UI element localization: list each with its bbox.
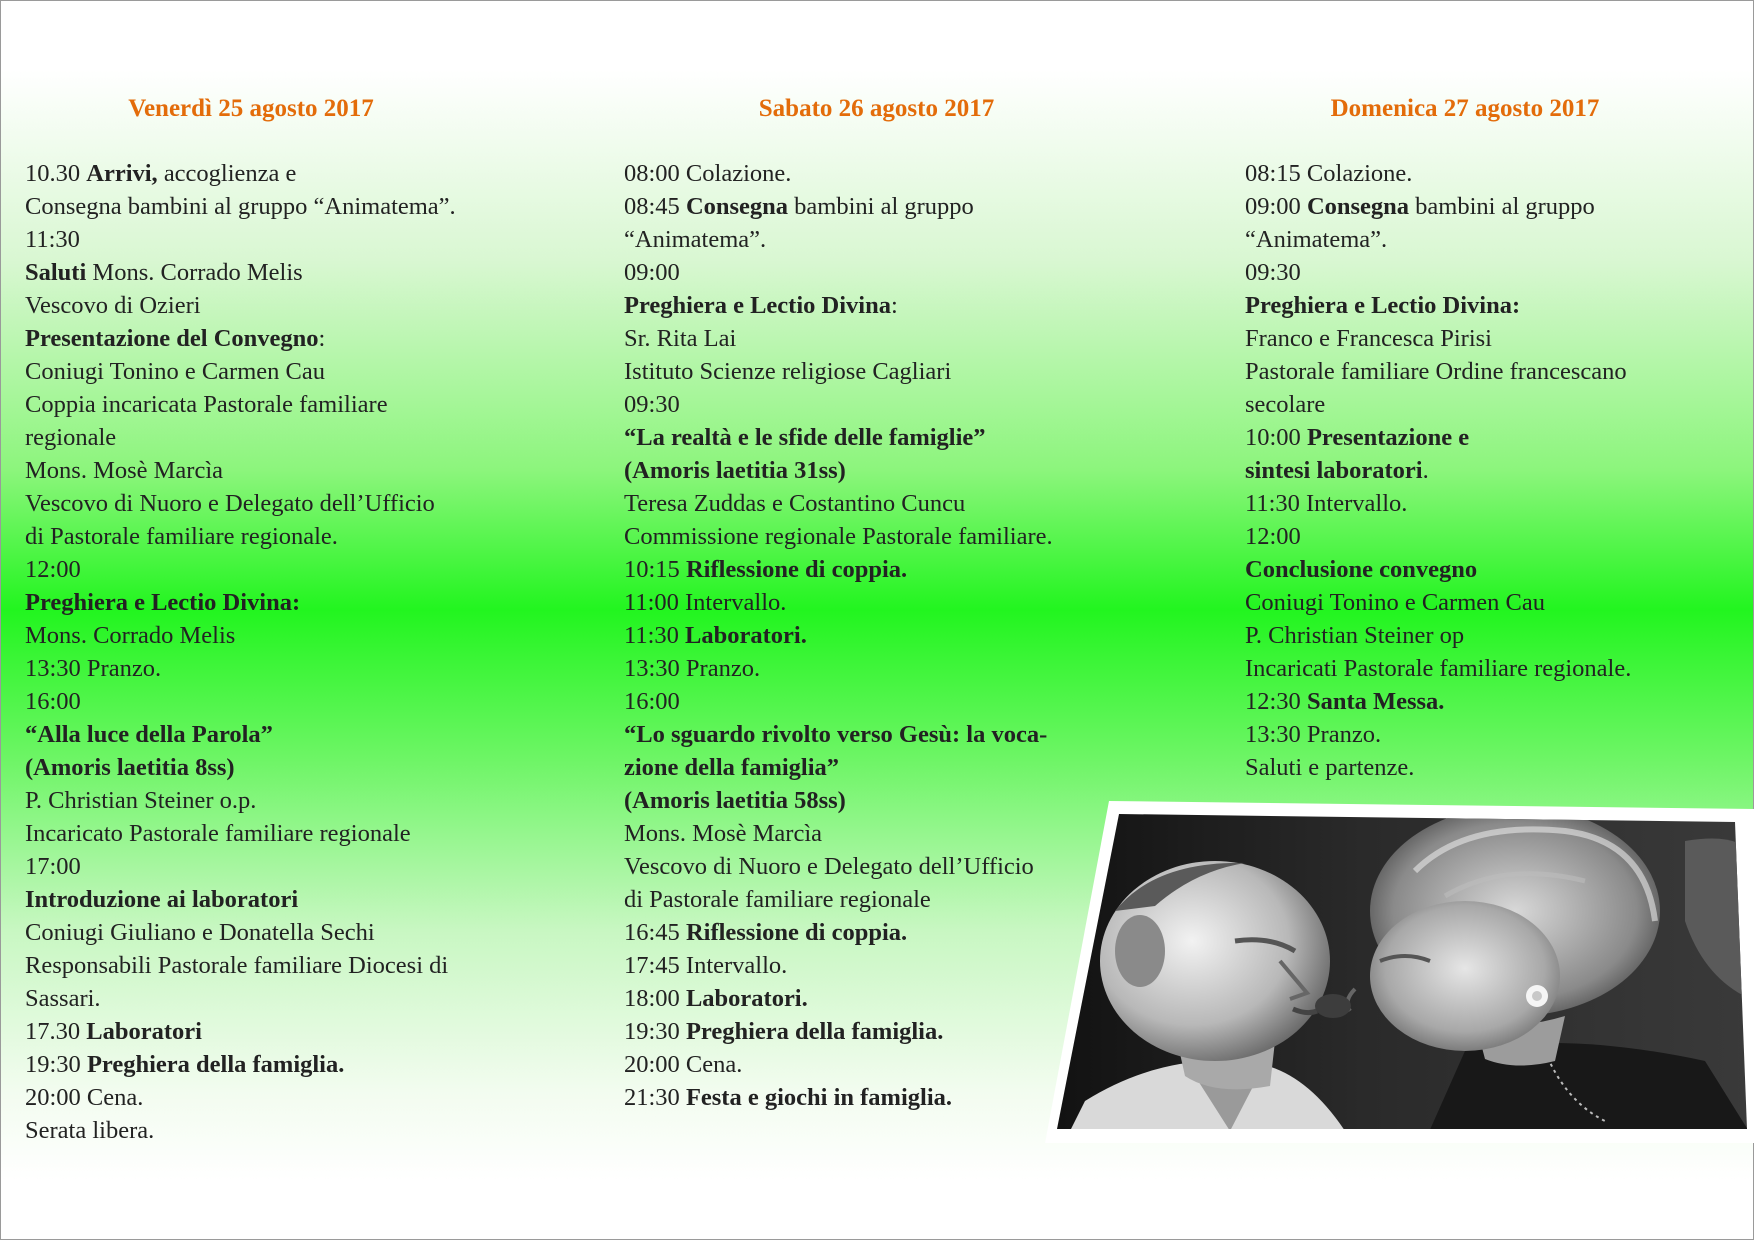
line-text: P. Christian Steiner o.p. (25, 787, 257, 814)
schedule-line (1245, 586, 1745, 619)
line-text: accoglienza e (157, 160, 297, 187)
line-time: 21:30 (624, 1084, 686, 1111)
schedule-line (624, 586, 1129, 619)
schedule-line (1245, 553, 1745, 586)
schedule-line (25, 619, 555, 652)
line-time: 18:00 (624, 985, 686, 1012)
line-time: 10.30 (25, 160, 87, 187)
line-text: : (890, 292, 898, 319)
line-text: 13:30 Pranzo. (1245, 721, 1382, 748)
line-bold: Preghiera e Lectio Divina: (1245, 292, 1521, 319)
line-bold: Introduzione ai laboratori (25, 886, 299, 913)
line-bold: Preghiera e Lectio Divina (624, 292, 891, 319)
line-text: 16:00 (25, 688, 81, 715)
schedule-line (25, 751, 555, 784)
schedule-line (1245, 388, 1745, 421)
line-bold: (Amoris laetitia 8ss) (25, 754, 235, 781)
schedule-line (25, 256, 555, 289)
line-text: Mons. Mosè Marcìa (624, 820, 823, 847)
schedule-line (624, 157, 1129, 190)
schedule-line (1245, 751, 1745, 784)
line-text: “Animatema”. (1245, 226, 1388, 253)
schedule-line (25, 421, 555, 454)
line-text: 11:30 Intervallo. (1245, 490, 1408, 517)
schedule-line (624, 421, 1129, 454)
line-text: Saluti e partenze. (1245, 754, 1415, 781)
line-text: 13:30 Pranzo. (25, 655, 162, 682)
schedule-line (624, 355, 1129, 388)
schedule-line (624, 520, 1129, 553)
line-text: Coniugi Giuliano e Donatella Sechi (25, 919, 375, 946)
line-bold: Riflessione di coppia. (685, 919, 908, 946)
schedule-line (624, 223, 1129, 256)
schedule-line (25, 586, 555, 619)
schedule-line (1245, 652, 1745, 685)
schedule-line (25, 883, 555, 916)
line-text: di Pastorale familiare regionale (624, 886, 931, 913)
line-text: 20:00 Cena. (25, 1084, 144, 1111)
schedule-line (25, 289, 555, 322)
schedule-line (1245, 487, 1745, 520)
day-column-sunday (1245, 93, 1745, 784)
schedule-line (25, 454, 555, 487)
line-text: “Animatema”. (624, 226, 767, 253)
schedule-line (1245, 157, 1745, 190)
schedule-line (1245, 190, 1745, 223)
line-text: bambini al gruppo (788, 193, 974, 220)
schedule-line (1245, 322, 1745, 355)
line-text: Coppia incaricata Pastorale familiare (25, 391, 388, 418)
line-text: 12:00 (25, 556, 81, 583)
schedule-line (1245, 421, 1745, 454)
line-text: Commissione regionale Pastorale familiare. (624, 523, 1053, 550)
line-text: Responsabili Pastorale familiare Diocesi di (25, 952, 449, 979)
line-time: 11:30 (624, 622, 686, 649)
line-text: regionale (25, 424, 117, 451)
day-title: Sabato 26 agosto 2017 (758, 95, 995, 122)
line-text: Mons. Corrado Melis (86, 259, 303, 286)
schedule-line (25, 685, 555, 718)
line-text: di Pastorale familiare regionale. (25, 523, 338, 550)
line-time: 16:45 (624, 919, 686, 946)
schedule-line (25, 652, 555, 685)
line-time: 09:00 (1245, 193, 1307, 220)
schedule-line (1245, 718, 1745, 751)
line-bold: Festa e giochi in famiglia. (685, 1084, 953, 1111)
line-text: 17:45 Intervallo. (624, 952, 788, 979)
line-text: Mons. Corrado Melis (25, 622, 236, 649)
couple-photo (1045, 801, 1754, 1143)
line-text: 13:30 Pranzo. (624, 655, 761, 682)
line-text: Incaricato Pastorale familiare regionale (25, 820, 411, 847)
schedule-line (1245, 454, 1745, 487)
line-text: Sr. Rita Lai (624, 325, 737, 352)
line-text: secolare (1245, 391, 1326, 418)
schedule-line (624, 256, 1129, 289)
line-text: Mons. Mosè Marcìa (25, 457, 224, 484)
schedule-line (1245, 256, 1745, 289)
line-time: 19:30 (624, 1018, 686, 1045)
schedule-line (25, 850, 555, 883)
schedule-line (25, 1015, 555, 1048)
line-bold: (Amoris laetitia 58ss) (624, 787, 846, 814)
schedule-line (624, 289, 1129, 322)
line-text: 20:00 Cena. (624, 1051, 743, 1078)
line-bold: zione della famiglia” (624, 754, 840, 781)
line-bold: Riflessione di coppia. (685, 556, 908, 583)
line-time: 12:30 (1245, 688, 1307, 715)
line-bold: Conclusione convegno (1245, 556, 1478, 583)
line-text: 11:30 (25, 226, 80, 253)
line-bold: Santa Messa. (1306, 688, 1445, 715)
line-bold: Presentazione del Convegno (25, 325, 319, 352)
line-bold: Saluti (25, 259, 87, 286)
schedule-line (1245, 685, 1745, 718)
schedule-line (25, 520, 555, 553)
line-bold: Consegna (685, 193, 789, 220)
schedule-line (1245, 289, 1745, 322)
line-text: 08:00 Colazione. (624, 160, 792, 187)
schedule-line (624, 718, 1129, 751)
line-bold: Presentazione e (1306, 424, 1470, 451)
line-text: 11:00 Intervallo. (624, 589, 787, 616)
schedule-list (1245, 157, 1745, 784)
line-text: Franco e Francesca Pirisi (1245, 325, 1492, 352)
schedule-line (25, 784, 555, 817)
schedule-line (25, 223, 555, 256)
schedule-line (25, 1081, 555, 1114)
line-text: 09:30 (624, 391, 680, 418)
schedule-line (624, 190, 1129, 223)
line-text: 17:00 (25, 853, 81, 880)
schedule-line (25, 355, 555, 388)
line-text: Coniugi Tonino e Carmen Cau (25, 358, 325, 385)
line-bold: Arrivi, (86, 160, 158, 187)
schedule-list (25, 157, 555, 1147)
day-title: Domenica 27 agosto 2017 (1330, 95, 1600, 122)
day-title: Venerdì 25 agosto 2017 (128, 95, 374, 122)
line-text: : (318, 325, 326, 352)
line-bold: Preghiera e Lectio Divina: (25, 589, 301, 616)
schedule-line (25, 487, 555, 520)
line-text: Consegna bambini al gruppo “Animatema”. (25, 193, 456, 220)
line-time: 19:30 (25, 1051, 87, 1078)
line-text: Istituto Scienze religiose Cagliari (624, 358, 952, 385)
schedule-line (624, 322, 1129, 355)
line-text: 12:00 (1245, 523, 1301, 550)
couple-kiss-image (1045, 801, 1754, 1143)
schedule-line (1245, 223, 1745, 256)
line-text: 09:30 (1245, 259, 1301, 286)
schedule-line (25, 157, 555, 190)
schedule-line (25, 322, 555, 355)
line-bold: Preghiera della famiglia. (685, 1018, 944, 1045)
schedule-line (25, 1114, 555, 1147)
line-text: Vescovo di Ozieri (25, 292, 201, 319)
schedule-line (25, 718, 555, 751)
schedule-line (624, 553, 1129, 586)
line-bold: “La realtà e le sfide delle famiglie” (624, 424, 986, 451)
line-text: Teresa Zuddas e Costantino Cuncu (624, 490, 966, 517)
line-text: Vescovo di Nuoro e Delegato dell’Ufficio (25, 490, 435, 517)
schedule-line (624, 454, 1129, 487)
line-text: P. Christian Steiner op (1245, 622, 1465, 649)
day-column-friday (25, 93, 555, 1147)
line-bold: Preghiera della famiglia. (86, 1051, 345, 1078)
schedule-line (624, 652, 1129, 685)
line-text: Coniugi Tonino e Carmen Cau (1245, 589, 1545, 616)
line-time: 08:45 (624, 193, 686, 220)
line-bold: Laboratori (86, 1018, 202, 1045)
schedule-line (25, 949, 555, 982)
line-text: 08:15 Colazione. (1245, 160, 1413, 187)
schedule-line (1245, 355, 1745, 388)
line-time: 10:15 (624, 556, 686, 583)
schedule-line (624, 751, 1129, 784)
schedule-line (25, 553, 555, 586)
schedule-line (624, 685, 1129, 718)
schedule-line (25, 916, 555, 949)
schedule-line (624, 619, 1129, 652)
schedule-line (624, 388, 1129, 421)
schedule-line (25, 817, 555, 850)
line-text: Pastorale familiare Ordine francescano (1245, 358, 1627, 385)
line-text: Incaricati Pastorale familiare regionale. (1245, 655, 1632, 682)
line-text: . (1422, 457, 1429, 484)
line-text: 16:00 (624, 688, 680, 715)
schedule-line (1245, 619, 1745, 652)
schedule-line (624, 487, 1129, 520)
line-bold: Laboratori. (685, 985, 808, 1012)
schedule-line (25, 982, 555, 1015)
schedule-line (25, 388, 555, 421)
line-bold: Consegna (1306, 193, 1410, 220)
schedule-line (25, 1048, 555, 1081)
line-text: Serata libera. (25, 1117, 155, 1144)
line-text: bambini al gruppo (1409, 193, 1595, 220)
line-bold: “Alla luce della Parola” (25, 721, 273, 748)
schedule-line (1245, 520, 1745, 553)
line-time: 17.30 (25, 1018, 87, 1045)
schedule-line (25, 190, 555, 223)
line-time: 10:00 (1245, 424, 1307, 451)
line-text: Vescovo di Nuoro e Delegato dell’Ufficio (624, 853, 1034, 880)
line-text: Sassari. (25, 985, 101, 1012)
line-bold: (Amoris laetitia 31ss) (624, 457, 846, 484)
line-bold: sintesi laboratori (1245, 457, 1423, 484)
line-bold: “Lo sguardo rivolto verso Gesù: la voca- (624, 721, 1048, 748)
line-text: 09:00 (624, 259, 680, 286)
line-bold: Laboratori. (685, 622, 807, 649)
